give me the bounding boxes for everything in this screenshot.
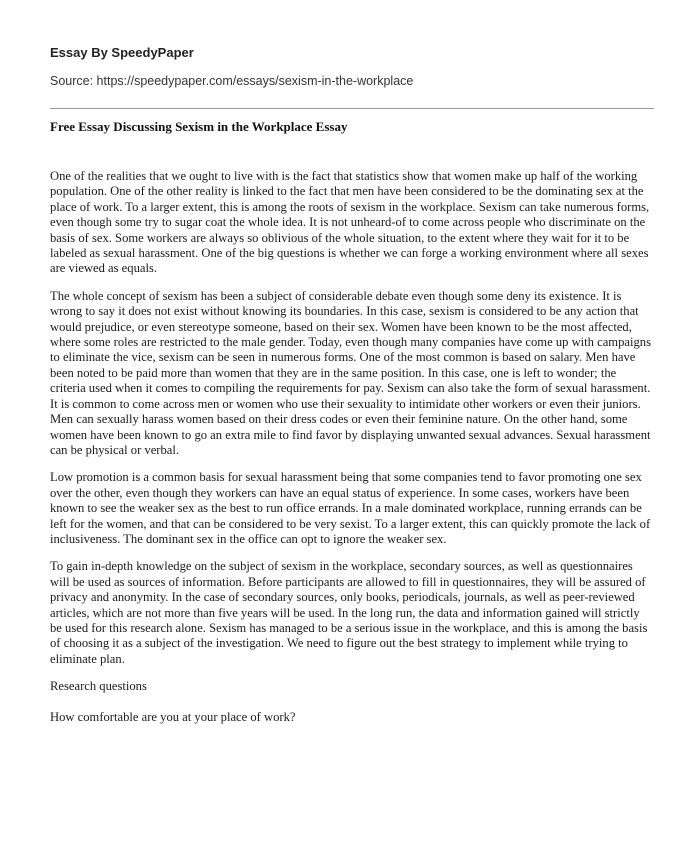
- section-heading-research-questions: Research questions: [50, 679, 147, 694]
- site-header-title: Essay By SpeedyPaper: [50, 45, 194, 60]
- paragraph: One of the realities that we ought to live with is the fact that statistics show that women make up half of the working population. One of the other reality is linked to the fact that men have been considered to be the dominating sex at the place of work. To a larger extent, this is among the roots of sexism in the workplace. Sexism can take numerous forms, even though some try to sugar coat the whole idea. It is not unheard-of to come across people who discriminate on the basis of sex. Some workers are always so oblivious of the whole situation, to the extent where they wait for it to be labeled as sexual harassment. One of the big questions is whether we can forge a working environment where all sexes are viewed as equals.: [50, 169, 650, 276]
- research-question: How comfortable are you at your place of work?: [50, 709, 296, 724]
- paragraph: Low promotion is a common basis for sexual harassment being that some companies tend to favor promoting one sex over the other, even though they workers can have an equal status of experience. In some cases, workers have been known to see the weaker sex as the best to run office errands. In a male dominated workplace, running errands can be left for the women, and that can be considered to be very sexist. To a larger extent, this can quickly promote the lack of inclusiveness. The dominant sex in the office can opt to ignore the weaker sex.: [50, 470, 651, 546]
- header-divider: [50, 108, 654, 109]
- essay-title: Free Essay Discussing Sexism in the Workplace Essay: [50, 119, 348, 134]
- paragraph: To gain in-depth knowledge on the subject of sexism in the workplace, secondary sources, as well as questionnaires will be used as sources of information. Before participants are allowed to fill in questionnaires, they will be assured of privacy and anonymity. In the case of secondary sources, only books, periodicals, journals, as well as peer-reviewed articles, which are not more than five years will be used. In the long run, the data and information gained will strictly be used for this research alone. Sexism has managed to be a serious issue in the workplace, and this is among the basis of choosing it as a subject of the investigation. We need to figure out the best strategy to implement while trying to eliminate plan.: [50, 559, 648, 666]
- source-line: Source: https://speedypaper.com/essays/sexism-in-the-workplace: [50, 74, 414, 88]
- essay-body: [50, 169, 654, 737]
- paragraph: The whole concept of sexism has been a subject of considerable debate even though some deny its existence. It is wrong to say it does not exist without knowing its boundaries. In this case, sexism is considered to be any action that would prejudice, or even stereotype someone, based on their sex. Women have been known to be the most affected, where some roles are restricted to the male gender. Today, even though many companies have come up with campaigns to eliminate the vice, sexism can be seen in numerous forms. One of the most common is based on salary. Men have been noted to be paid more than women that they are in the same position. In this case, one is left to wonder; the criteria used when it comes to compiling the requirements for pay. Sexism can also take the form of sexual harassment. It is common to come across men or women who use their sexuality to intimidate other workers or even their juniors. Men can sexually harass women based on their dress codes or even their feminine nature. On the other hand, some women have been known to go an extra mile to find favor by displaying unwanted sexual advances. Sexual harassment can be physical or verbal.: [50, 288, 651, 457]
